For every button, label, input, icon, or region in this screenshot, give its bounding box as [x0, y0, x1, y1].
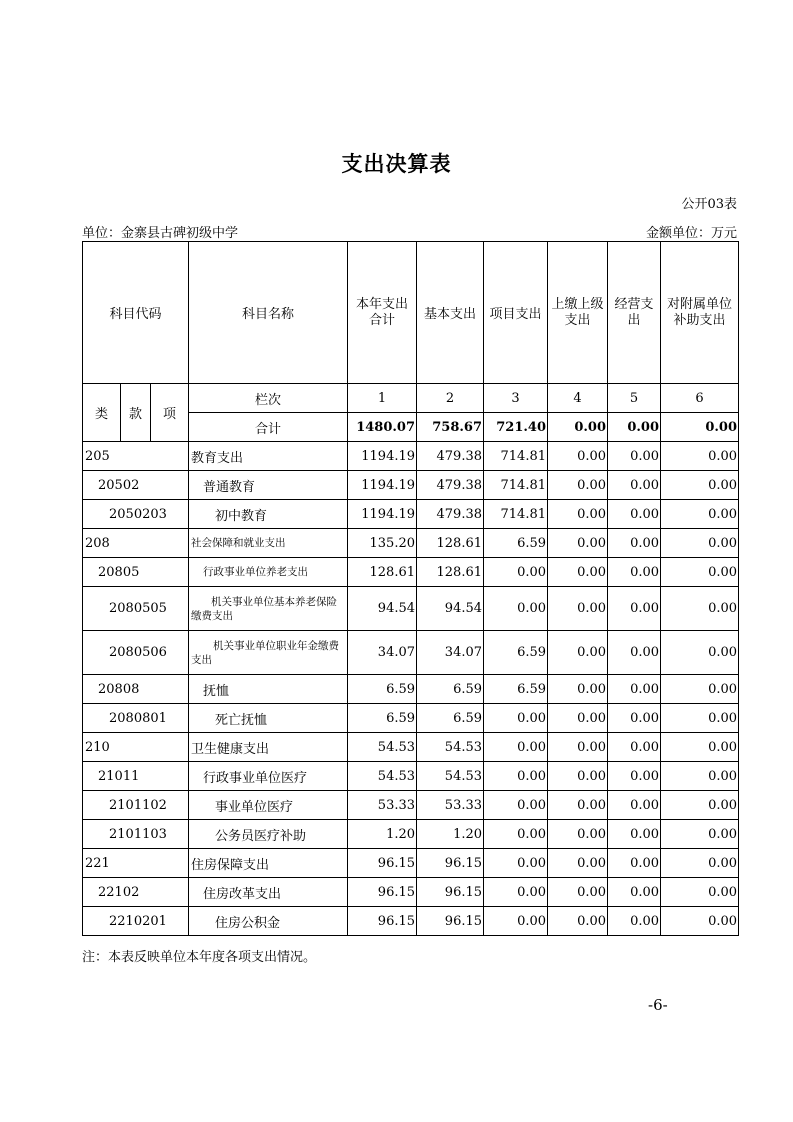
row-value: 94.54 [417, 587, 484, 631]
total-value: 721.40 [484, 413, 548, 442]
row-value: 0.00 [608, 849, 661, 878]
row-value: 0.00 [661, 733, 739, 762]
table-row [83, 500, 739, 529]
row-value: 128.61 [348, 558, 417, 587]
column-index-3: 3 [484, 384, 548, 413]
row-value: 0.00 [548, 631, 608, 675]
total-value: 758.67 [417, 413, 484, 442]
row-value: 6.59 [484, 631, 548, 675]
row-value: 96.15 [417, 907, 484, 936]
row-value: 0.00 [548, 442, 608, 471]
table-row [83, 558, 739, 587]
row-name: 公务员医疗补助 [189, 820, 348, 849]
row-value: 0.00 [548, 878, 608, 907]
table-row [83, 733, 739, 762]
column-index-label: 栏次 [189, 384, 348, 413]
table-row [83, 587, 739, 631]
row-value: 0.00 [484, 587, 548, 631]
total-label: 合计 [189, 413, 348, 442]
row-name: 住房保障支出 [189, 849, 348, 878]
table-row [83, 675, 739, 704]
table-row [83, 791, 739, 820]
row-value: 0.00 [608, 558, 661, 587]
row-value: 1194.19 [348, 471, 417, 500]
row-name: 社会保障和就业支出 [189, 529, 348, 558]
table-row [83, 849, 739, 878]
row-value: 0.00 [484, 704, 548, 733]
row-value: 6.59 [484, 529, 548, 558]
row-value: 6.59 [348, 704, 417, 733]
header-subsidiary-subsidy: 对附属单位补助支出 [661, 242, 739, 384]
row-value: 0.00 [661, 529, 739, 558]
row-value: 0.00 [484, 791, 548, 820]
row-value: 96.15 [348, 849, 417, 878]
row-value: 0.00 [608, 762, 661, 791]
row-value: 54.53 [417, 733, 484, 762]
page-title: 支出决算表 [341, 151, 452, 176]
row-value: 0.00 [608, 820, 661, 849]
row-value: 0.00 [661, 442, 739, 471]
row-value: 0.00 [661, 791, 739, 820]
row-value: 0.00 [661, 500, 739, 529]
row-value: 714.81 [484, 500, 548, 529]
table-row [83, 820, 739, 849]
row-name: 事业单位医疗 [189, 791, 348, 820]
total-value: 0.00 [661, 413, 739, 442]
unit-name: 单位：金寨县古碑初级中学 [82, 226, 239, 241]
row-value: 0.00 [608, 631, 661, 675]
total-value: 0.00 [608, 413, 661, 442]
row-value: 0.00 [484, 733, 548, 762]
row-value: 0.00 [608, 529, 661, 558]
column-index-row [83, 384, 739, 413]
row-code: 2080506 [83, 631, 189, 675]
row-value: 0.00 [661, 704, 739, 733]
header-basic-expenditure: 基本支出 [417, 242, 484, 384]
row-name: 初中教育 [189, 500, 348, 529]
page-number: -6- [648, 996, 668, 1014]
row-code: 20808 [83, 675, 189, 704]
row-value: 128.61 [417, 529, 484, 558]
row-value: 0.00 [661, 849, 739, 878]
expenditure-table [82, 241, 739, 936]
row-value: 0.00 [608, 471, 661, 500]
row-value: 479.38 [417, 500, 484, 529]
row-value: 96.15 [348, 878, 417, 907]
row-value: 6.59 [417, 675, 484, 704]
row-value: 0.00 [661, 471, 739, 500]
row-value: 0.00 [548, 820, 608, 849]
row-value: 479.38 [417, 442, 484, 471]
row-code: 221 [83, 849, 189, 878]
row-name: 住房公积金 [189, 907, 348, 936]
row-value: 94.54 [348, 587, 417, 631]
row-value: 0.00 [548, 558, 608, 587]
row-value: 0.00 [548, 907, 608, 936]
column-index-5: 5 [608, 384, 661, 413]
row-name: 行政事业单位养老支出 [189, 558, 348, 587]
header-total-expenditure: 本年支出合计 [348, 242, 417, 384]
row-value: 1.20 [417, 820, 484, 849]
row-value: 0.00 [608, 675, 661, 704]
row-value: 0.00 [548, 733, 608, 762]
row-value: 0.00 [608, 791, 661, 820]
row-code: 20805 [83, 558, 189, 587]
column-index-2: 2 [417, 384, 484, 413]
row-value: 0.00 [548, 791, 608, 820]
row-value: 6.59 [484, 675, 548, 704]
table-row [83, 704, 739, 733]
table-row [83, 471, 739, 500]
row-code: 2080505 [83, 587, 189, 631]
row-value: 0.00 [661, 675, 739, 704]
row-value: 128.61 [417, 558, 484, 587]
row-code: 210 [83, 733, 189, 762]
header-upper-remit: 上缴上级支出 [548, 242, 608, 384]
row-value: 0.00 [548, 704, 608, 733]
row-value: 34.07 [348, 631, 417, 675]
row-value: 0.00 [608, 442, 661, 471]
row-code: 2210201 [83, 907, 189, 936]
row-value: 0.00 [548, 500, 608, 529]
row-value: 714.81 [484, 471, 548, 500]
row-name: 行政事业单位医疗 [189, 762, 348, 791]
row-value: 1194.19 [348, 442, 417, 471]
table-row [83, 878, 739, 907]
table-note: 注：本表反映单位本年度各项支出情况。 [82, 950, 317, 965]
row-value: 0.00 [661, 878, 739, 907]
row-code: 2080801 [83, 704, 189, 733]
row-value: 96.15 [417, 878, 484, 907]
row-value: 6.59 [417, 704, 484, 733]
row-value: 0.00 [548, 762, 608, 791]
row-value: 0.00 [548, 529, 608, 558]
header-name: 科目名称 [189, 242, 348, 384]
row-value: 34.07 [417, 631, 484, 675]
row-value: 0.00 [548, 471, 608, 500]
row-value: 0.00 [661, 558, 739, 587]
total-value: 1480.07 [348, 413, 417, 442]
row-value: 0.00 [608, 587, 661, 631]
row-value: 479.38 [417, 471, 484, 500]
row-value: 0.00 [661, 762, 739, 791]
row-code: 2101102 [83, 791, 189, 820]
row-value: 0.00 [484, 907, 548, 936]
header-lei: 类 [83, 384, 121, 442]
row-code: 21011 [83, 762, 189, 791]
row-value: 1194.19 [348, 500, 417, 529]
header-row [83, 242, 739, 384]
row-value: 0.00 [484, 558, 548, 587]
row-value: 54.53 [417, 762, 484, 791]
row-value: 6.59 [348, 675, 417, 704]
table-row [83, 631, 739, 675]
row-value: 0.00 [548, 587, 608, 631]
row-value: 0.00 [661, 587, 739, 631]
row-value: 0.00 [548, 675, 608, 704]
header-kuan: 款 [121, 384, 151, 442]
row-code: 2101103 [83, 820, 189, 849]
header-project-expenditure: 项目支出 [484, 242, 548, 384]
row-name: 机关事业单位基本养老保险缴费支出 [189, 587, 348, 631]
row-value: 0.00 [661, 631, 739, 675]
table-row [83, 442, 739, 471]
row-code: 2050203 [83, 500, 189, 529]
amount-unit: 金额单位：万元 [645, 226, 737, 241]
row-name: 教育支出 [189, 442, 348, 471]
row-value: 0.00 [548, 849, 608, 878]
row-value: 714.81 [484, 442, 548, 471]
row-value: 0.00 [484, 849, 548, 878]
row-value: 96.15 [348, 907, 417, 936]
row-value: 0.00 [608, 500, 661, 529]
row-value: 1.20 [348, 820, 417, 849]
row-value: 0.00 [608, 907, 661, 936]
form-number: 公开03表 [681, 197, 737, 212]
row-name: 抚恤 [189, 675, 348, 704]
row-value: 0.00 [608, 704, 661, 733]
table-row [83, 907, 739, 936]
row-value: 96.15 [417, 849, 484, 878]
table-row [83, 529, 739, 558]
row-code: 20502 [83, 471, 189, 500]
row-name: 死亡抚恤 [189, 704, 348, 733]
row-value: 135.20 [348, 529, 417, 558]
column-index-1: 1 [348, 384, 417, 413]
row-code: 205 [83, 442, 189, 471]
column-index-6: 6 [661, 384, 739, 413]
row-value: 0.00 [484, 878, 548, 907]
row-value: 0.00 [608, 878, 661, 907]
row-code: 22102 [83, 878, 189, 907]
row-name: 住房改革支出 [189, 878, 348, 907]
row-name: 普通教育 [189, 471, 348, 500]
row-value: 54.53 [348, 733, 417, 762]
row-name: 卫生健康支出 [189, 733, 348, 762]
total-value: 0.00 [548, 413, 608, 442]
table-row [83, 762, 739, 791]
row-value: 53.33 [417, 791, 484, 820]
row-value: 0.00 [484, 762, 548, 791]
row-value: 0.00 [661, 907, 739, 936]
header-code: 科目代码 [83, 242, 189, 384]
row-name: 机关事业单位职业年金缴费支出 [189, 631, 348, 675]
row-value: 0.00 [661, 820, 739, 849]
row-value: 54.53 [348, 762, 417, 791]
row-code: 208 [83, 529, 189, 558]
header-xiang: 项 [151, 384, 189, 442]
row-value: 53.33 [348, 791, 417, 820]
column-index-4: 4 [548, 384, 608, 413]
row-value: 0.00 [484, 820, 548, 849]
row-value: 0.00 [608, 733, 661, 762]
header-operating: 经营支出 [608, 242, 661, 384]
